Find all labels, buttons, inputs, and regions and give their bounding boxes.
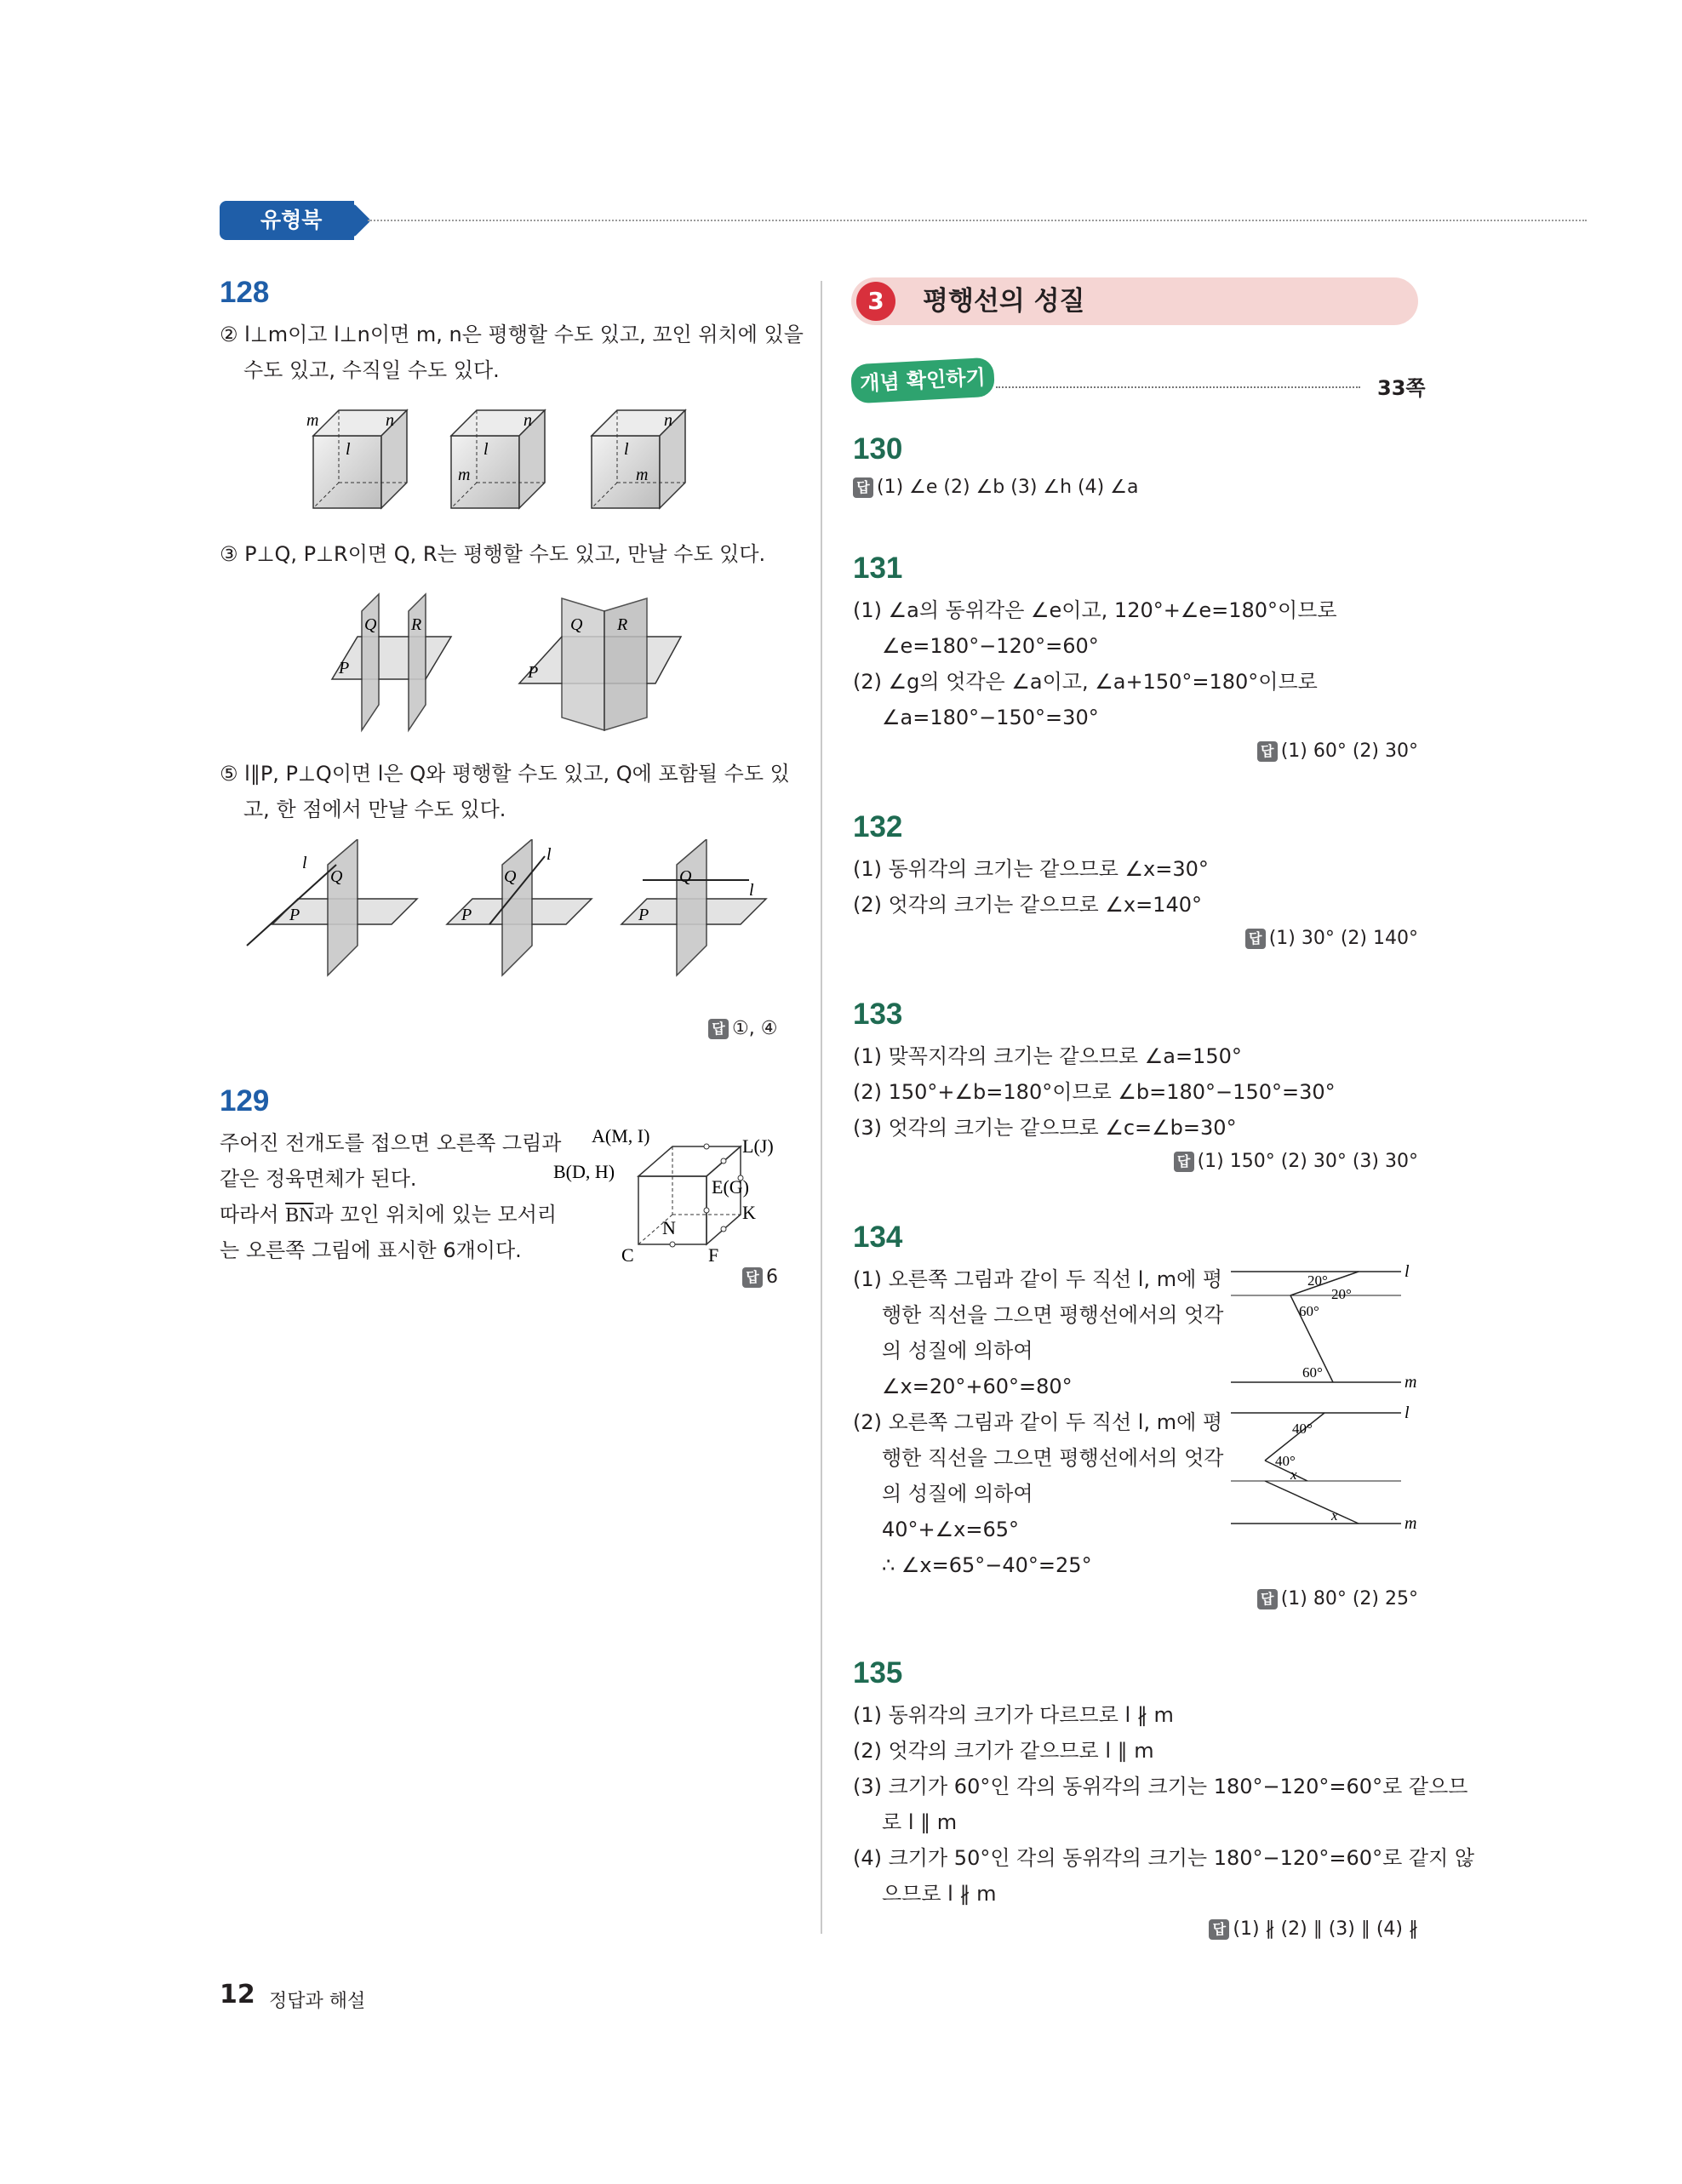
p128-line-plane-figure xyxy=(238,839,783,984)
p128-cubes-figure xyxy=(306,402,834,512)
p134-line-2: 행한 직선을 그으면 평행선에서의 엇각 xyxy=(882,1303,1224,1327)
p133-answer xyxy=(1021,1151,1418,1172)
p134-answer-text: (1) 80° (2) 25° xyxy=(1280,1588,1418,1609)
lp2-l: l xyxy=(546,845,552,864)
p128-answer-text: ①, ④ xyxy=(732,1018,778,1039)
answer-badge-icon: 답 xyxy=(1245,929,1266,949)
cube-label-E: E(G) xyxy=(712,1176,749,1198)
section-title: 평행선의 성질 xyxy=(923,286,1085,317)
p129-cube-figure xyxy=(553,1125,809,1270)
problem-134-number: 134 xyxy=(853,1221,903,1254)
p134-line-8: 40°+∠x=65° xyxy=(882,1518,1020,1541)
concept-rule xyxy=(996,386,1360,388)
p133-line-3: (3) 엇각의 크기는 같으므로 ∠c=∠b=30° xyxy=(853,1116,1237,1140)
lp3-l: l xyxy=(749,881,754,900)
lp3-Q: Q xyxy=(679,867,692,886)
p134-line-1: (1) 오른쪽 그림과 같이 두 직선 l, m에 평 xyxy=(853,1267,1223,1291)
p131-answer-text: (1) 60° (2) 30° xyxy=(1280,740,1418,762)
p134-parallel-figures xyxy=(1231,1263,1427,1578)
p135-line-1: (1) 동위각의 크기가 다르므로 l ∦ m xyxy=(853,1703,1174,1727)
label-P: P xyxy=(339,659,350,677)
cube1-label-m: m xyxy=(306,411,319,430)
planes-parallel xyxy=(332,594,451,730)
cube-label-N: N xyxy=(662,1217,676,1238)
answer-badge-icon: 답 xyxy=(1257,741,1278,762)
p134-line-3: 의 성질에 의하여 xyxy=(882,1339,1033,1363)
p133-answer-text: (1) 150° (2) 30° (3) 30° xyxy=(1197,1151,1418,1172)
p131-line-3: (2) ∠g의 엇각은 ∠a이고, ∠a+150°=180°이므로 xyxy=(853,670,1318,694)
page-number: 12 xyxy=(220,1980,255,2010)
p134-line-9: ∴ ∠x=65°−40°=25° xyxy=(882,1553,1092,1577)
problem-132-number: 132 xyxy=(853,810,903,843)
line-plane-2 xyxy=(447,839,592,975)
p131-line-4: ∠a=180°−150°=30° xyxy=(882,706,1099,729)
fig2 xyxy=(1231,1404,1416,1533)
lp2-P: P xyxy=(461,906,472,924)
answer-badge-icon: 답 xyxy=(742,1267,763,1288)
answer-badge-icon: 답 xyxy=(708,1019,729,1039)
problem-130-number: 130 xyxy=(853,432,903,466)
p134-line-4: ∠x=20°+60°=80° xyxy=(882,1375,1073,1398)
label-P2: P xyxy=(528,663,539,682)
problem-128-number: 128 xyxy=(220,276,270,309)
p128-answer xyxy=(708,1018,777,1039)
label-Q: Q xyxy=(364,615,377,634)
concept-page-ref: 33쪽 xyxy=(1377,376,1426,400)
book-tag: 유형북 xyxy=(220,201,354,240)
cube3-label-l: l xyxy=(624,440,629,459)
p128-statement-2b: 수도 있고, 수직일 수도 있다. xyxy=(243,358,500,382)
concept-check-badge: 개념 확인하기 xyxy=(850,357,995,404)
p135-answer-text: (1) ∦ (2) ∥ (3) ∥ (4) ∦ xyxy=(1233,1918,1418,1940)
p129-line-3 xyxy=(220,1197,557,1233)
fig1-a4: 60° xyxy=(1302,1364,1323,1381)
p135-answer xyxy=(1021,1918,1418,1940)
lp1-Q: Q xyxy=(330,867,343,886)
cube3-label-n: n xyxy=(664,411,672,430)
label-Q2: Q xyxy=(570,615,583,634)
cube-label-L: L(J) xyxy=(742,1135,774,1157)
p129-line-2: 같은 정육면체가 된다. xyxy=(220,1167,417,1191)
problem-135-number: 135 xyxy=(853,1656,903,1689)
p128-statement-3: ③ P⊥Q, P⊥R이면 Q, R는 평행할 수도 있고, 만날 수도 있다. xyxy=(220,542,766,566)
lp2-Q: Q xyxy=(504,867,517,886)
lp1-P: P xyxy=(289,906,300,924)
footer-label: 정답과 해설 xyxy=(269,1991,366,2012)
p129-answer-text: 6 xyxy=(766,1266,778,1288)
p129-line-1: 주어진 전개도를 접으면 오른쪽 그림과 xyxy=(220,1131,562,1155)
p128-planes-figure xyxy=(315,586,707,742)
cube-1 xyxy=(306,410,407,508)
fig1-a3: 60° xyxy=(1299,1303,1319,1319)
line-plane-1 xyxy=(247,839,417,975)
cube-label-F: F xyxy=(708,1244,719,1266)
p129-l3-post: 과 꼬인 위치에 있는 모서리 xyxy=(313,1203,558,1226)
p135-line-6: 으므로 l ∦ m xyxy=(882,1882,997,1906)
p135-line-4: 로 l ∥ m xyxy=(882,1810,958,1834)
fig1 xyxy=(1231,1263,1416,1392)
p134-answer xyxy=(1107,1588,1418,1609)
p132-line-1: (1) 동위각의 크기는 같으므로 ∠x=30° xyxy=(853,857,1209,881)
fig1-a2: 20° xyxy=(1331,1286,1352,1302)
line-plane-3 xyxy=(621,839,766,975)
cube-3 xyxy=(592,410,685,508)
cube2-label-l: l xyxy=(483,440,489,459)
p134-line-7: 의 성질에 의하여 xyxy=(882,1482,1033,1506)
problem-131-number: 131 xyxy=(853,552,903,585)
p132-line-2: (2) 엇각의 크기는 같으므로 ∠x=140° xyxy=(853,893,1202,917)
p133-line-2: (2) 150°+∠b=180°이므로 ∠b=180°−150°=30° xyxy=(853,1080,1336,1104)
p130-answer-text: (1) ∠e (2) ∠b (3) ∠h (4) ∠a xyxy=(877,477,1139,498)
cube-2 xyxy=(451,410,545,508)
cube2-label-m: m xyxy=(458,466,471,484)
p129-answer xyxy=(742,1266,778,1288)
p129-l3-pre: 따라서 xyxy=(220,1203,286,1226)
p128-statement-2a: ② l⊥m이고 l⊥n이면 m, n은 평행할 수도 있고, 꼬인 위치에 있을 xyxy=(220,323,804,346)
cube-label-B: B(D, H) xyxy=(553,1161,615,1182)
cube1-label-l: l xyxy=(346,440,351,459)
p129-line-4: 는 오른쪽 그림에 표시한 6개이다. xyxy=(220,1238,522,1262)
cube3-label-m: m xyxy=(636,466,649,484)
fig2-a2: 40° xyxy=(1275,1453,1296,1469)
p132-answer-text: (1) 30° (2) 140° xyxy=(1268,928,1418,949)
answer-badge-icon: 답 xyxy=(1257,1589,1278,1609)
cube1-label-n: n xyxy=(386,411,394,430)
p135-line-5: (4) 크기가 50°인 각의 동위각의 크기는 180°−120°=60°로 같지 않 xyxy=(853,1846,1475,1870)
p130-answer xyxy=(853,477,1138,498)
p133-line-1: (1) 맞꼭지각의 크기는 같으므로 ∠a=150° xyxy=(853,1044,1242,1068)
p134-line-5: (2) 오른쪽 그림과 같이 두 직선 l, m에 평 xyxy=(853,1410,1223,1434)
problem-129-number: 129 xyxy=(220,1084,270,1118)
p128-statement-5a: ⑤ l∥P, P⊥Q이면 l은 Q와 평행할 수도 있고, Q에 포함될 수도 있 xyxy=(220,762,790,786)
p128-statement-5b: 고, 한 점에서 만날 수도 있다. xyxy=(243,798,506,821)
header-rule xyxy=(368,220,1587,221)
lp1-l: l xyxy=(302,854,307,872)
fig2-x2: x xyxy=(1331,1507,1338,1524)
fig2-a1: 40° xyxy=(1292,1421,1313,1437)
column-divider xyxy=(821,281,822,1934)
planes-intersecting xyxy=(519,598,681,730)
fig1-a1: 20° xyxy=(1307,1272,1328,1289)
p131-line-1: (1) ∠a의 동위각은 ∠e이고, 120°+∠e=180°이므로 xyxy=(853,598,1337,622)
fig2-l: l xyxy=(1405,1404,1410,1422)
fig2-x1: x xyxy=(1290,1466,1297,1483)
fig1-l: l xyxy=(1405,1263,1410,1281)
cube-label-K: K xyxy=(742,1202,756,1223)
lp3-P: P xyxy=(638,906,649,924)
answer-badge-icon: 답 xyxy=(1174,1152,1194,1172)
p132-answer xyxy=(1107,928,1418,949)
p131-answer xyxy=(1107,740,1418,762)
p135-line-3: (3) 크기가 60°인 각의 동위각의 크기는 180°−120°=60°로 같으므 xyxy=(853,1775,1468,1798)
fig1-m: m xyxy=(1405,1373,1417,1392)
answer-badge-icon: 답 xyxy=(1209,1919,1229,1940)
cube2-label-n: n xyxy=(523,411,532,430)
fig2-m: m xyxy=(1405,1514,1417,1533)
p129-segment-BN: $\overline{BN}$ xyxy=(285,1204,314,1226)
p135-line-2: (2) 엇각의 크기가 같으므로 l ∥ m xyxy=(853,1739,1154,1763)
cube-label-A: A(M, I) xyxy=(592,1125,650,1146)
problem-133-number: 133 xyxy=(853,998,903,1031)
answer-badge-icon: 답 xyxy=(853,477,873,498)
p131-line-2: ∠e=180°−120°=60° xyxy=(882,634,1099,658)
section-number: 3 xyxy=(856,282,895,321)
p134-line-6: 행한 직선을 그으면 평행선에서의 엇각 xyxy=(882,1446,1224,1470)
cube-label-C: C xyxy=(621,1244,634,1266)
label-R: R xyxy=(411,615,422,634)
label-R2: R xyxy=(617,615,628,634)
